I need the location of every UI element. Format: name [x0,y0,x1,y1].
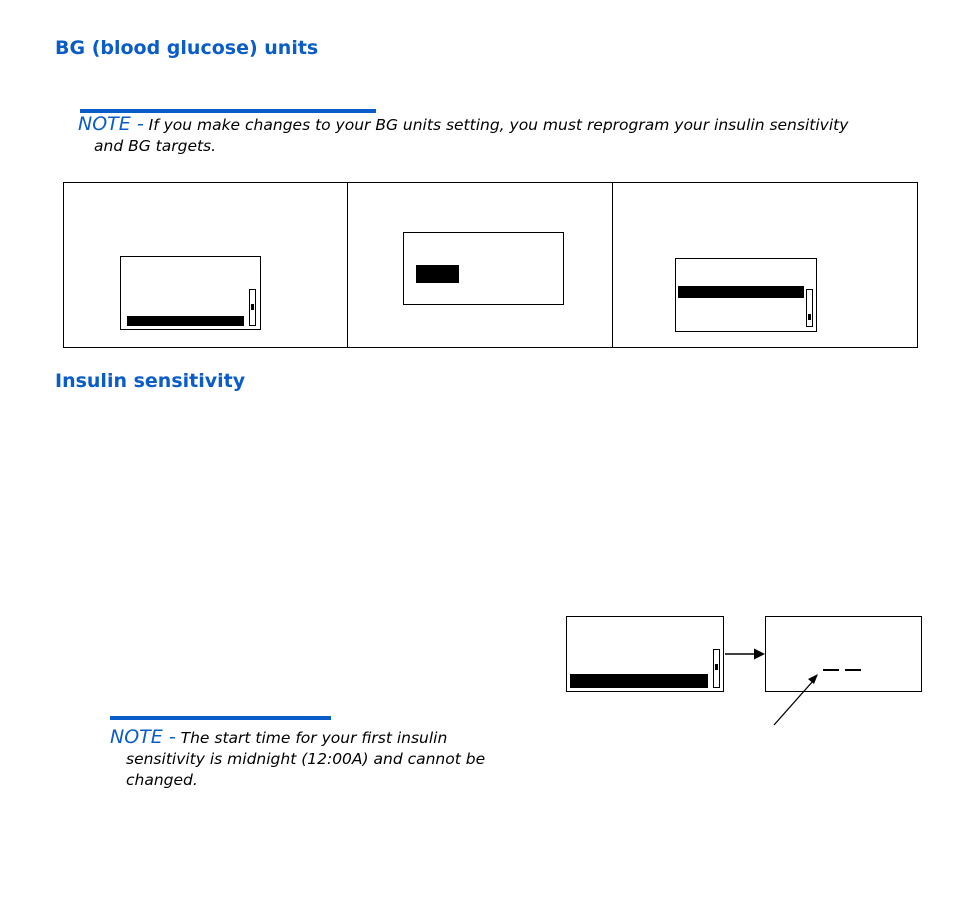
note-text-line1: If you make changes to your BG units setting, you must reprogram your insulin sensitivity [148,116,849,134]
pump-screen-units [403,232,564,305]
right-arrow-icon [725,649,765,660]
sensitivity-note [110,727,550,791]
table-divider [612,183,613,347]
blank-digit-dash [845,669,861,671]
pump-screen-menu-sensitivity [566,616,724,692]
scrollbar-thumb [808,314,811,320]
note-text-line2: and BG targets. [94,137,217,155]
scrollbar-thumb [715,664,718,670]
insulin-sensitivity-heading: Insulin sensitivity [55,370,246,392]
scrollbar [249,289,256,326]
menu-highlight-bar [127,316,244,326]
menu-highlight-bar [678,286,804,298]
screen-sequence-table [63,182,918,348]
scrollbar [713,649,720,688]
bg-units-note [78,114,948,157]
menu-highlight-bar [570,674,708,688]
table-divider [347,183,348,347]
note-label: NOTE - [78,113,144,135]
units-value-highlight [416,265,459,283]
note-text-line2: sensitivity is midnight (12:00A) and cannot be [126,750,486,768]
note-rule [110,716,331,720]
pump-screen-menu [120,256,261,330]
pump-screen-return [675,258,817,332]
bg-units-heading: BG (blood glucose) units [55,37,319,59]
note-label: NOTE - [110,726,176,748]
blank-digit-dash [823,669,839,671]
scrollbar-thumb [251,304,254,310]
note-text-line1: The start time for your first insulin [180,729,448,747]
scrollbar [806,289,813,327]
pump-screen-sensitivity-value [765,616,922,692]
note-text-line3: changed. [126,771,198,789]
